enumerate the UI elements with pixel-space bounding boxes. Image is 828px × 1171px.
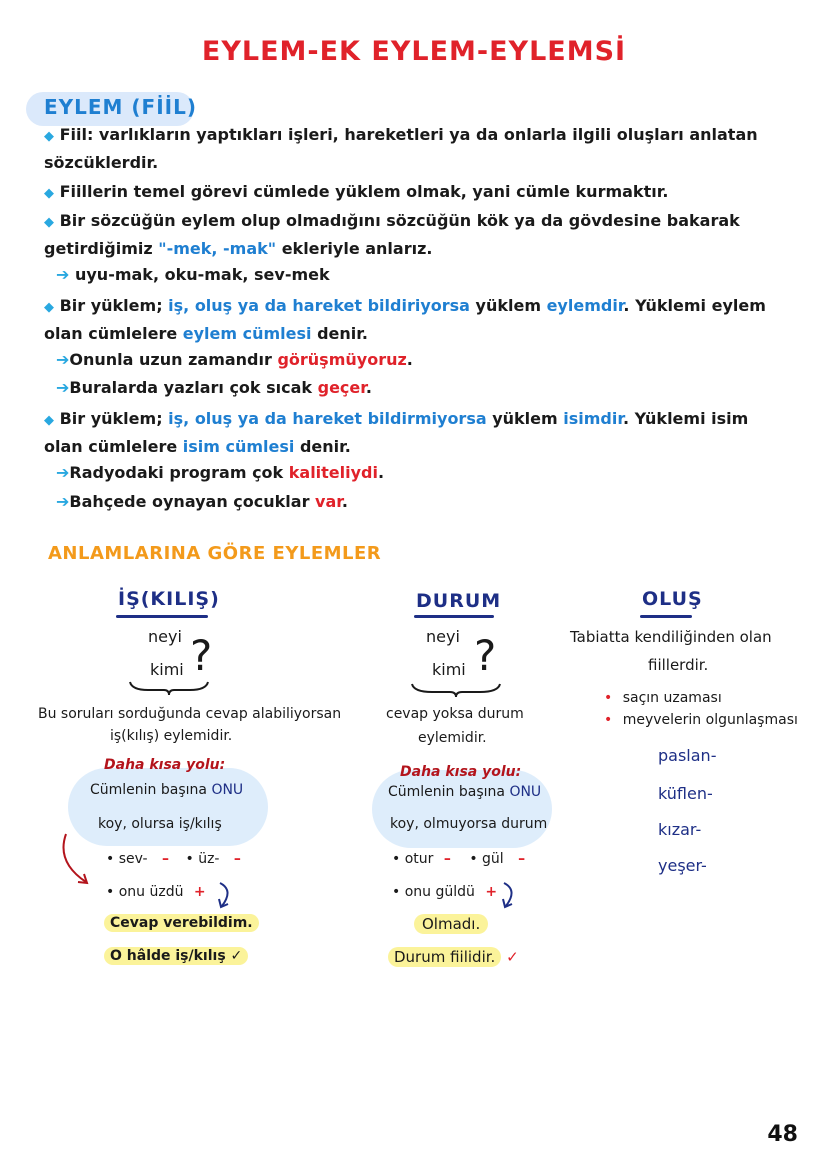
olus-bullet-1: • saçın uzaması xyxy=(604,690,722,706)
durum-description-2: eylemidir. xyxy=(418,730,487,746)
verb-example-2: ➔Buralarda yazları çok sıcak geçer. xyxy=(56,378,372,397)
definition-line-1: ◆ Fiil: varlıkların yaptıkları işleri, hareketleri ya da onlarla ilgili oluşları anlatan xyxy=(44,125,758,144)
page-number: 48 xyxy=(767,1122,798,1147)
verb-rule-line-2: olan cümlelere eylem cümlesi denir. xyxy=(44,324,368,343)
arrow-right-icon: ➔ xyxy=(56,463,70,482)
olus-description-1: Tabiatta kendiliğinden olan xyxy=(570,628,772,646)
olus-description-2: fiillerdir. xyxy=(648,656,709,674)
olus-word: küflen- xyxy=(658,784,713,803)
verb-rule-line-1: ◆ Bir yüklem; iş, oluş ya da hareket bildiriyorsa yüklem eylemdir. Yüklemi eylem xyxy=(44,296,766,315)
rule-line-1: ◆ Bir sözcüğün eylem olup olmadığını sözcüğün kök ya da gövdesine bakarak xyxy=(44,211,740,230)
suffix-highlight: "-mek, -mak" xyxy=(158,239,277,258)
is-question-2: kimi xyxy=(150,660,184,679)
is-answer-1: Cevap verebildim. xyxy=(104,914,259,932)
is-question-1: neyi xyxy=(148,627,182,646)
is-example-2: • onu üzdü + xyxy=(106,884,206,900)
is-brace-icon xyxy=(128,680,210,696)
bullet-icon: ◆ xyxy=(44,215,54,230)
is-tip-line-1: Cümlenin başına ONU xyxy=(90,782,244,798)
question-mark-icon: ? xyxy=(474,631,497,680)
noun-example-2: ➔Bahçede oynayan çocuklar var. xyxy=(56,492,348,511)
is-description-2: iş(kılış) eylemidir. xyxy=(110,728,233,744)
durum-shortcut-label: Daha kısa yolu: xyxy=(400,764,522,780)
durum-answer-2: Durum fiilidir. ✓ xyxy=(388,948,519,966)
rule-line-2: getirdiğimiz "-mek, -mak" ekleriyle anlarız. xyxy=(44,239,433,258)
curved-arrow-icon xyxy=(56,832,96,890)
bullet-icon: ◆ xyxy=(44,186,54,201)
durum-brace-icon xyxy=(410,682,502,698)
rule-example: ➔ uyu-mak, oku-mak, sev-mek xyxy=(56,265,330,284)
function-line: ◆ Fiillerin temel görevi cümlede yüklem olmak, yani cümle kurmaktır. xyxy=(44,182,669,201)
olus-column-heading: OLUŞ xyxy=(642,588,703,610)
arrow-right-icon: ➔ xyxy=(56,378,70,397)
is-shortcut-label: Daha kısa yolu: xyxy=(104,757,226,773)
durum-example-1: • otur – • gül – xyxy=(392,851,526,867)
is-column-heading: İŞ(KILIŞ) xyxy=(118,588,220,610)
curl-arrow-icon xyxy=(214,880,236,912)
durum-question-2: kimi xyxy=(432,660,466,679)
olus-word: yeşer- xyxy=(658,856,707,875)
question-mark-icon: ? xyxy=(190,631,213,680)
durum-answer-1: Olmadı. xyxy=(414,914,488,934)
is-answer-2: O hâlde iş/kılış ✓ xyxy=(104,947,248,965)
durum-heading-underline xyxy=(414,615,494,618)
curl-arrow-icon xyxy=(498,880,520,912)
bullet-icon: • xyxy=(604,690,613,706)
check-icon: ✓ xyxy=(506,948,519,966)
arrow-right-icon: ➔ xyxy=(56,265,70,284)
olus-word: kızar- xyxy=(658,820,702,839)
durum-example-2: • onu güldü + xyxy=(392,884,498,900)
arrow-right-icon: ➔ xyxy=(56,492,70,511)
bullet-icon: ◆ xyxy=(44,129,54,144)
durum-tip-line-2: koy, olmuyorsa durum xyxy=(390,816,548,832)
is-heading-underline xyxy=(116,615,208,618)
durum-question-1: neyi xyxy=(426,627,460,646)
arrow-right-icon: ➔ xyxy=(56,350,70,369)
olus-word: paslan- xyxy=(658,746,717,765)
noun-example-1: ➔Radyodaki program çok kaliteliydi. xyxy=(56,463,385,482)
bullet-icon: ◆ xyxy=(44,413,54,428)
durum-tip-line-1: Cümlenin başına ONU xyxy=(388,784,542,800)
verb-example-1: ➔Onunla uzun zamandır görüşmüyoruz. xyxy=(56,350,413,369)
is-example-1: • sev- – • üz- – xyxy=(106,851,241,867)
bullet-icon: ◆ xyxy=(44,300,54,315)
is-tip-line-2: koy, olursa iş/kılış xyxy=(98,816,222,832)
subsection-title: ANLAMLARINA GÖRE EYLEMLER xyxy=(48,543,382,564)
definition-line-2: sözcüklerdir. xyxy=(44,153,159,172)
section-title: EYLEM (FİİL) xyxy=(44,95,197,119)
durum-tip-blob xyxy=(372,770,552,848)
noun-rule-line-1: ◆ Bir yüklem; iş, oluş ya da hareket bildirmiyorsa yüklem isimdir. Yüklemi isim xyxy=(44,409,749,428)
durum-description-1: cevap yoksa durum xyxy=(386,706,524,722)
is-tip-blob xyxy=(68,768,268,846)
is-description-1: Bu soruları sorduğunda cevap alabiliyorsan xyxy=(38,706,342,722)
olus-heading-underline xyxy=(640,615,692,618)
bullet-icon: • xyxy=(604,712,613,728)
noun-rule-line-2: olan cümlelere isim cümlesi denir. xyxy=(44,437,351,456)
durum-column-heading: DURUM xyxy=(416,590,502,612)
olus-bullet-2: • meyvelerin olgunlaşması xyxy=(604,712,798,728)
page-title: EYLEM-EK EYLEM-EYLEMSİ xyxy=(201,36,627,67)
